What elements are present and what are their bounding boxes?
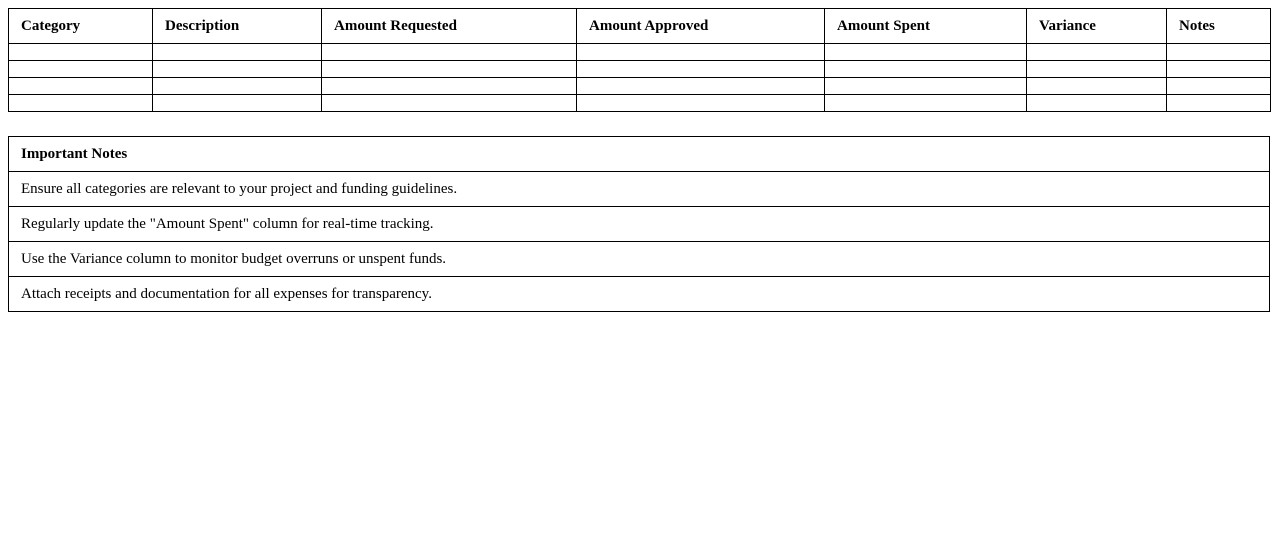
table-cell[interactable] — [322, 61, 577, 78]
table-row — [9, 44, 1271, 61]
note-text: Regularly update the "Amount Spent" column for real-time tracking. — [9, 207, 1270, 242]
table-cell[interactable] — [9, 44, 153, 61]
header-amount-spent: Amount Spent — [825, 9, 1027, 44]
table-cell[interactable] — [825, 61, 1027, 78]
table-cell[interactable] — [153, 44, 322, 61]
table-cell[interactable] — [322, 78, 577, 95]
note-text: Attach receipts and documentation for all expenses for transparency. — [9, 277, 1270, 312]
table-cell[interactable] — [1027, 78, 1167, 95]
table-cell[interactable] — [825, 95, 1027, 112]
table-cell[interactable] — [9, 95, 153, 112]
list-item — [9, 207, 1270, 242]
note-text: Ensure all categories are relevant to your project and funding guidelines. — [9, 172, 1270, 207]
table-cell[interactable] — [577, 78, 825, 95]
header-variance: Variance — [1027, 9, 1167, 44]
table-cell[interactable] — [9, 61, 153, 78]
table-cell[interactable] — [1167, 44, 1271, 61]
table-cell[interactable] — [1027, 44, 1167, 61]
table-cell[interactable] — [322, 44, 577, 61]
list-item — [9, 172, 1270, 207]
table-cell[interactable] — [1167, 78, 1271, 95]
header-notes: Notes — [1167, 9, 1271, 44]
table-cell[interactable] — [9, 78, 153, 95]
table-cell[interactable] — [577, 44, 825, 61]
list-item — [9, 277, 1270, 312]
table-cell[interactable] — [322, 95, 577, 112]
table-cell[interactable] — [825, 44, 1027, 61]
notes-header-row — [9, 137, 1270, 172]
table-row — [9, 61, 1271, 78]
important-notes-table — [8, 136, 1270, 312]
table-cell[interactable] — [1167, 95, 1271, 112]
table-cell[interactable] — [153, 78, 322, 95]
table-cell[interactable] — [1027, 61, 1167, 78]
notes-title: Important Notes — [9, 137, 1270, 172]
table-cell[interactable] — [1167, 61, 1271, 78]
table-cell[interactable] — [153, 61, 322, 78]
table-cell[interactable] — [825, 78, 1027, 95]
header-amount-approved: Amount Approved — [577, 9, 825, 44]
table-cell[interactable] — [1027, 95, 1167, 112]
table-row — [9, 78, 1271, 95]
header-description: Description — [153, 9, 322, 44]
budget-header-row — [9, 9, 1271, 44]
note-text: Use the Variance column to monitor budget overruns or unspent funds. — [9, 242, 1270, 277]
budget-table — [8, 8, 1271, 112]
header-amount-requested: Amount Requested — [322, 9, 577, 44]
table-row — [9, 95, 1271, 112]
table-cell[interactable] — [577, 61, 825, 78]
table-cell[interactable] — [153, 95, 322, 112]
table-cell[interactable] — [577, 95, 825, 112]
list-item — [9, 242, 1270, 277]
header-category: Category — [9, 9, 153, 44]
